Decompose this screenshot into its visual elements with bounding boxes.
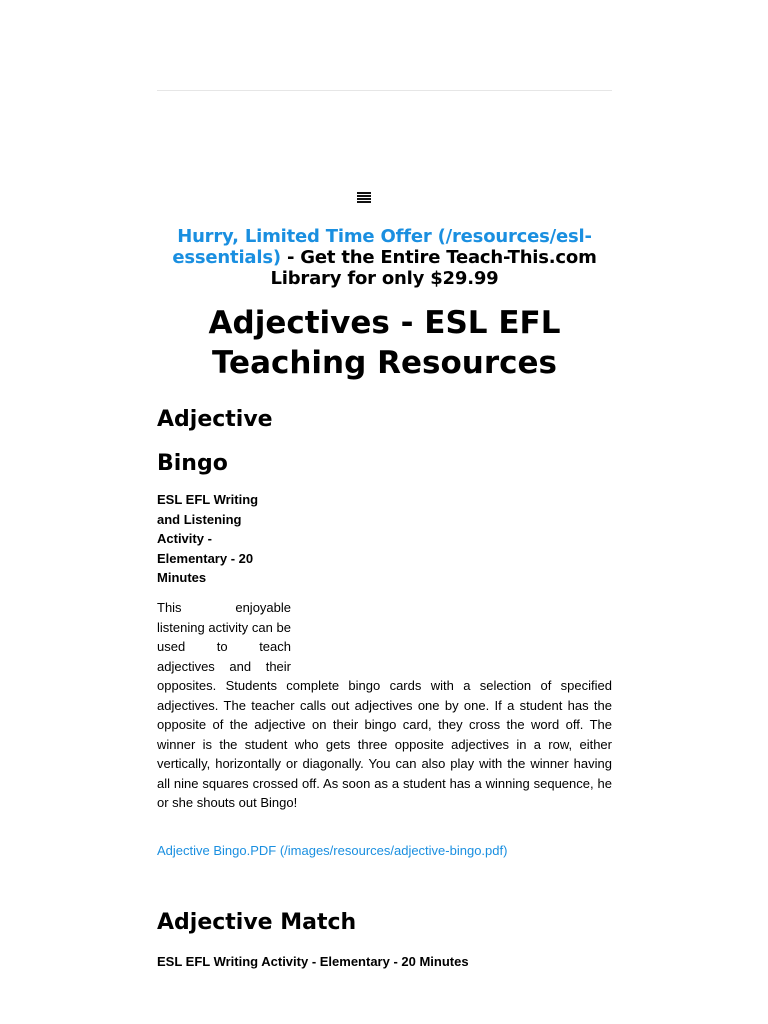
menu-icon[interactable]	[357, 192, 371, 203]
promo-banner	[157, 226, 612, 289]
pdf-download-link[interactable]: Adjective Bingo.PDF (/images/resources/adjective-bingo.pdf)	[157, 843, 508, 858]
header-divider	[157, 90, 612, 91]
section-subtitle-adjective-bingo: ESL EFL Writing and Listening Activity - Elementary - 20 Minutes	[157, 492, 259, 585]
image-placeholder	[291, 598, 612, 676]
section-description-adjective-bingo	[157, 598, 612, 813]
section-title-adjective-bingo: Adjective Bingo	[157, 407, 273, 476]
section-title-adjective-match: Adjective Match	[157, 910, 357, 935]
promo-text: - Get the Entire Teach-This.com Library for only $29.99	[270, 247, 597, 289]
description-text: This enjoyable listening activity can be used to teach adjectives and their opposites. Students complete bingo cards with a selection of specified adjectives. The teacher calls out adjectives one by one. If a student has the opposite of the adjective on their bingo card, they cross the word off. The winner is the student who gets three opposite adjectives in a row, either vertically, horizontally or diagonally. You can also play with the winner having all nine squares crossed off. As soon as a student has a winning sequence, he or she shouts out Bingo!	[157, 600, 612, 810]
promo-link[interactable]: Hurry, Limited Time Offer (/resources/esl-essentials)	[172, 226, 592, 268]
section-subtitle-adjective-match: ESL EFL Writing Activity - Elementary - 20 Minutes	[157, 954, 469, 969]
page-title: Adjectives - ESL EFL Teaching Resources	[208, 305, 561, 381]
